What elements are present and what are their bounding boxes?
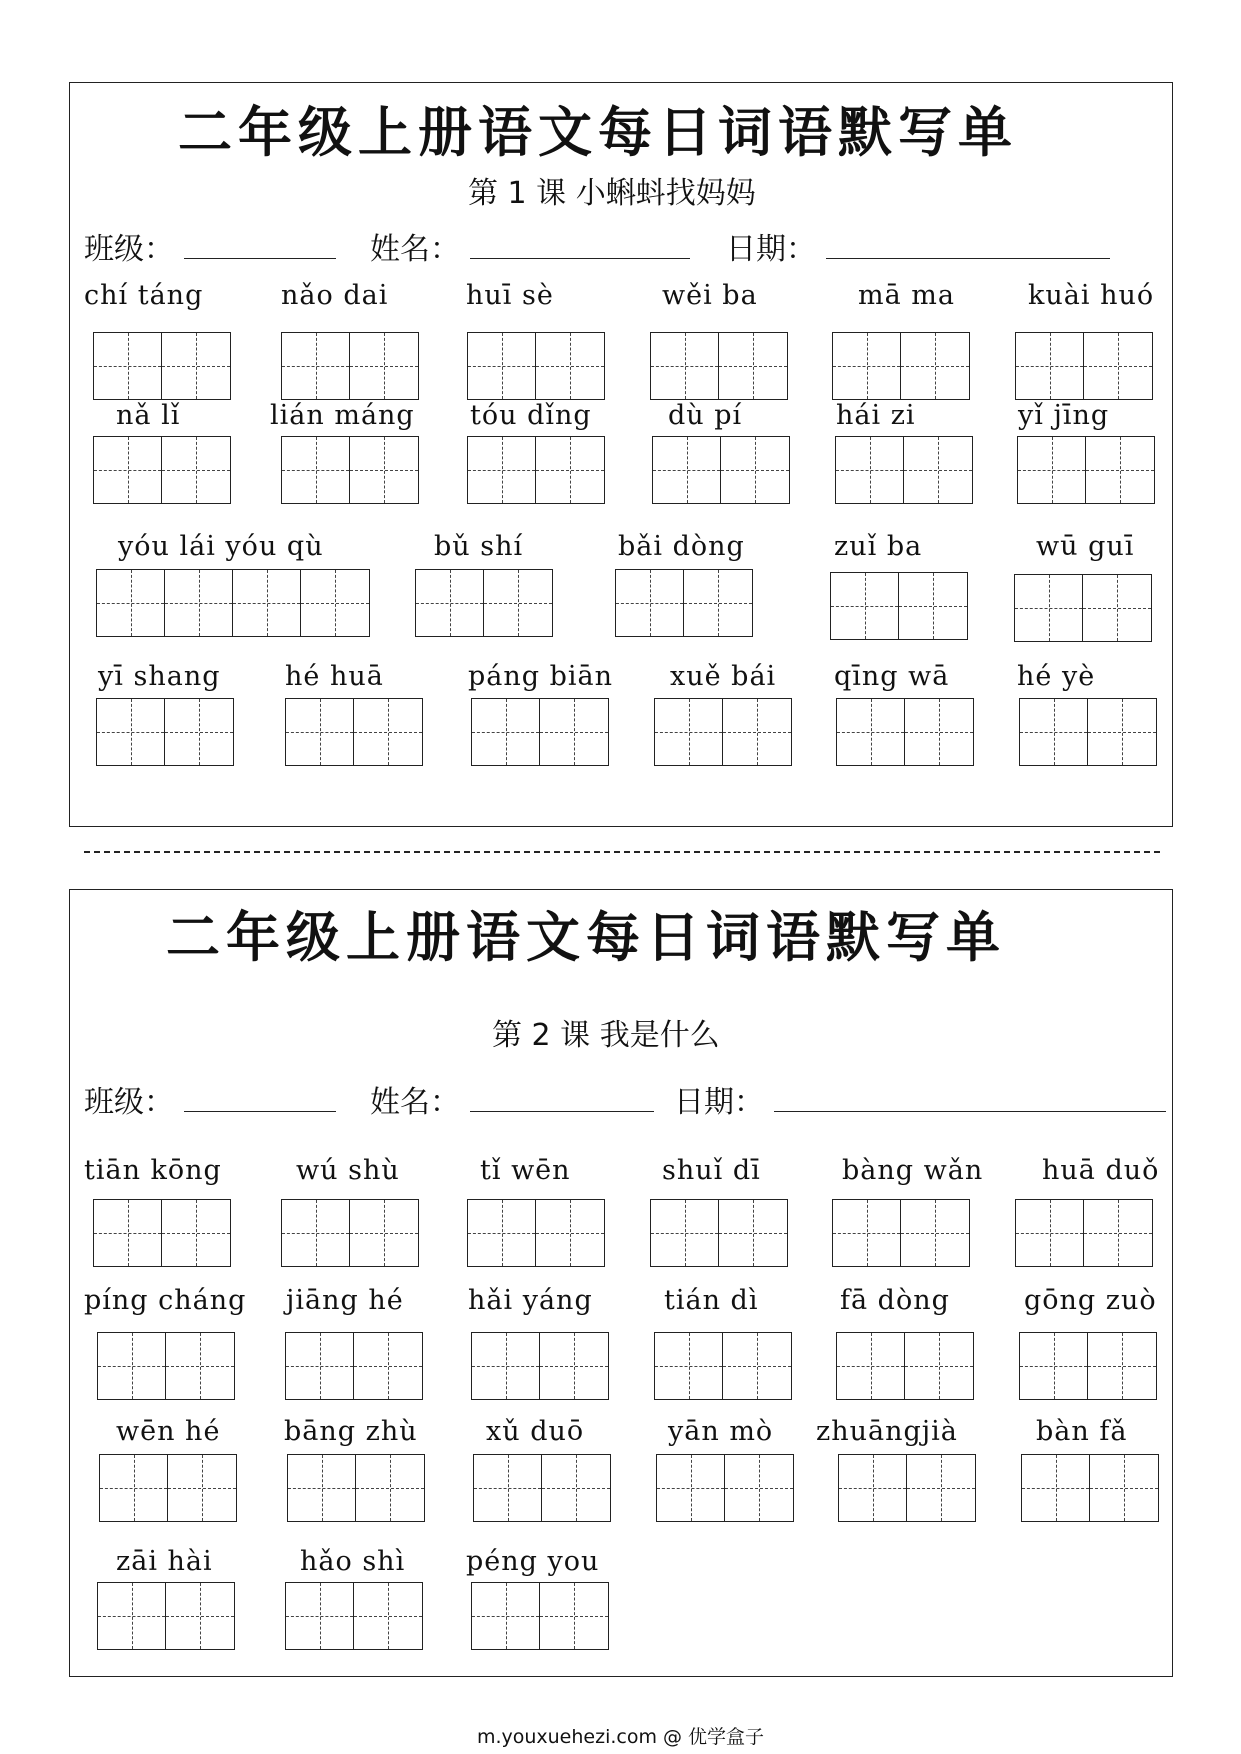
character-box[interactable] <box>472 1333 540 1399</box>
footer-credit: m.youxuehezi.com @ 优学盒子 <box>476 1726 765 1748</box>
writing-grid[interactable] <box>1021 1454 1159 1522</box>
character-box[interactable] <box>725 1455 793 1521</box>
pinyin-label: jiāng hé <box>286 1285 404 1316</box>
character-box[interactable] <box>1084 333 1152 399</box>
pinyin-label: yóu lái yóu qù <box>118 531 324 562</box>
character-box[interactable] <box>540 1333 608 1399</box>
writing-grid[interactable] <box>835 436 973 504</box>
writing-grid[interactable] <box>1015 332 1153 400</box>
character-box[interactable] <box>719 333 787 399</box>
character-box[interactable] <box>655 699 723 765</box>
writing-grid[interactable] <box>1017 436 1155 504</box>
worksheet-1-lesson: 第 1 课 小蝌蚪找妈妈 <box>468 176 756 211</box>
worksheet-2-lesson: 第 2 课 我是什么 <box>492 1018 720 1053</box>
date-label-2: 日期： <box>674 1085 764 1120</box>
pinyin-label: hǎi yáng <box>468 1285 593 1316</box>
character-box[interactable] <box>1088 699 1156 765</box>
character-box[interactable] <box>98 1583 166 1649</box>
character-box[interactable] <box>839 1455 907 1521</box>
writing-grid[interactable] <box>1014 574 1152 642</box>
pinyin-label: nǎo dai <box>281 280 389 311</box>
character-box[interactable] <box>472 1583 540 1649</box>
writing-grid[interactable] <box>654 1332 792 1400</box>
character-box[interactable] <box>719 1200 787 1266</box>
writing-grid[interactable] <box>467 1199 605 1267</box>
pinyin-label: fā dòng <box>840 1285 950 1316</box>
cut-line <box>84 851 1160 853</box>
name-label-2: 姓名： <box>370 1085 460 1120</box>
writing-grid[interactable] <box>1019 698 1157 766</box>
character-box[interactable] <box>905 1333 973 1399</box>
date-label-1: 日期： <box>726 232 816 267</box>
writing-grid[interactable] <box>415 569 553 637</box>
pinyin-label: zāi hài <box>116 1546 213 1577</box>
writing-grid[interactable] <box>467 436 605 504</box>
writing-grid[interactable] <box>97 1332 235 1400</box>
pinyin-label: xǔ duō <box>486 1416 585 1447</box>
pinyin-label: bàn fǎ <box>1036 1416 1128 1447</box>
pinyin-label: wū guī <box>1036 531 1135 562</box>
character-box[interactable] <box>162 437 230 503</box>
character-box[interactable] <box>1015 575 1083 641</box>
character-box[interactable] <box>98 1333 166 1399</box>
character-box[interactable] <box>899 573 967 639</box>
character-box[interactable] <box>1018 437 1086 503</box>
character-box[interactable] <box>350 1200 418 1266</box>
writing-grid[interactable] <box>96 569 370 637</box>
pinyin-label: huā duǒ <box>1042 1155 1160 1186</box>
pinyin-label: lián máng <box>270 400 415 431</box>
character-box[interactable] <box>165 570 233 636</box>
pinyin-label: páng biān <box>468 661 614 692</box>
pinyin-label: yān mò <box>668 1416 774 1447</box>
character-box[interactable] <box>723 1333 791 1399</box>
writing-grid[interactable] <box>99 1454 237 1522</box>
pinyin-label: píng cháng <box>84 1285 247 1316</box>
pinyin-label: yī shang <box>98 661 221 692</box>
writing-grid[interactable] <box>656 1454 794 1522</box>
pinyin-label: hé huā <box>285 661 384 692</box>
writing-grid[interactable] <box>1015 1199 1153 1267</box>
pinyin-label: yǐ jīng <box>1018 400 1110 431</box>
writing-grid[interactable] <box>838 1454 976 1522</box>
pinyin-label: gōng zuò <box>1024 1285 1157 1316</box>
character-box[interactable] <box>833 1200 901 1266</box>
character-box[interactable] <box>540 699 608 765</box>
pinyin-label: zuǐ ba <box>834 531 923 562</box>
character-box[interactable] <box>1083 575 1151 641</box>
pinyin-label: tiān kōng <box>84 1155 222 1186</box>
character-box[interactable] <box>651 1200 719 1266</box>
character-box[interactable] <box>1088 1333 1156 1399</box>
pinyin-label: chí táng <box>84 280 204 311</box>
pinyin-label: zhuāngjià <box>816 1416 958 1447</box>
character-box[interactable] <box>651 333 719 399</box>
name-label-1: 姓名： <box>370 232 460 267</box>
pinyin-label: tǐ wēn <box>480 1155 571 1186</box>
character-box[interactable] <box>165 699 233 765</box>
character-box[interactable] <box>536 333 604 399</box>
character-box[interactable] <box>286 1333 354 1399</box>
class-field-1[interactable] <box>184 258 336 259</box>
character-box[interactable] <box>684 570 752 636</box>
pinyin-label: kuài huó <box>1028 280 1155 311</box>
character-box[interactable] <box>94 333 162 399</box>
writing-grid[interactable] <box>285 1332 423 1400</box>
writing-grid[interactable] <box>836 698 974 766</box>
character-box[interactable] <box>1022 1455 1090 1521</box>
writing-grid[interactable] <box>281 436 419 504</box>
writing-grid[interactable] <box>830 572 968 640</box>
writing-grid[interactable] <box>650 1199 788 1267</box>
character-box[interactable] <box>540 1583 608 1649</box>
writing-grid[interactable] <box>281 1199 419 1267</box>
character-box[interactable] <box>1020 1333 1088 1399</box>
character-box[interactable] <box>721 437 789 503</box>
writing-grid[interactable] <box>836 1332 974 1400</box>
writing-grid[interactable] <box>471 1582 609 1650</box>
worksheet-2 <box>69 889 1173 1677</box>
pinyin-label: bǎi dòng <box>618 531 745 562</box>
class-label-1: 班级： <box>84 232 174 267</box>
pinyin-label: shuǐ dī <box>662 1155 761 1186</box>
character-box[interactable] <box>723 699 791 765</box>
writing-grid[interactable] <box>832 1199 970 1267</box>
character-box[interactable] <box>94 1200 162 1266</box>
pinyin-label: nǎ lǐ <box>116 400 181 431</box>
character-box[interactable] <box>1020 699 1088 765</box>
writing-grid[interactable] <box>285 1582 423 1650</box>
character-box[interactable] <box>416 570 484 636</box>
name-field-1[interactable] <box>470 258 690 259</box>
character-box[interactable] <box>286 1583 354 1649</box>
writing-grid[interactable] <box>1019 1332 1157 1400</box>
writing-grid[interactable] <box>287 1454 425 1522</box>
character-box[interactable] <box>162 1200 230 1266</box>
character-box[interactable] <box>468 1200 536 1266</box>
character-box[interactable] <box>162 333 230 399</box>
character-box[interactable] <box>94 437 162 503</box>
writing-grid[interactable] <box>93 436 231 504</box>
writing-grid[interactable] <box>615 569 753 637</box>
character-box[interactable] <box>616 570 684 636</box>
writing-grid[interactable] <box>96 698 234 766</box>
pinyin-label: qīng wā <box>834 661 950 692</box>
pinyin-label: wú shù <box>296 1155 400 1186</box>
character-box[interactable] <box>837 1333 905 1399</box>
writing-grid[interactable] <box>471 1332 609 1400</box>
writing-grid[interactable] <box>97 1582 235 1650</box>
writing-grid[interactable] <box>281 332 419 400</box>
pinyin-label: huī sè <box>466 280 554 311</box>
character-box[interactable] <box>168 1455 236 1521</box>
writing-grid[interactable] <box>832 332 970 400</box>
character-box[interactable] <box>354 1583 422 1649</box>
date-field-2[interactable] <box>774 1111 1166 1112</box>
character-box[interactable] <box>655 1333 723 1399</box>
character-box[interactable] <box>282 333 350 399</box>
character-box[interactable] <box>350 333 418 399</box>
character-box[interactable] <box>1016 333 1084 399</box>
character-box[interactable] <box>282 437 350 503</box>
character-box[interactable] <box>468 333 536 399</box>
character-box[interactable] <box>907 1455 975 1521</box>
character-box[interactable] <box>356 1455 424 1521</box>
character-box[interactable] <box>100 1455 168 1521</box>
writing-grid[interactable] <box>473 1454 611 1522</box>
pinyin-label: bāng zhù <box>284 1416 418 1447</box>
pinyin-label: bàng wǎn <box>842 1155 984 1186</box>
pinyin-label: hǎo shì <box>300 1546 406 1577</box>
character-box[interactable] <box>1084 1200 1152 1266</box>
character-box[interactable] <box>1090 1455 1158 1521</box>
character-box[interactable] <box>301 570 369 636</box>
character-box[interactable] <box>472 699 540 765</box>
pinyin-label: bǔ shí <box>434 531 524 562</box>
writing-grid[interactable] <box>650 332 788 400</box>
character-box[interactable] <box>350 437 418 503</box>
name-field-2[interactable] <box>470 1111 654 1112</box>
pinyin-label: mā ma <box>858 280 955 311</box>
pinyin-label: wěi ba <box>662 280 758 311</box>
character-box[interactable] <box>474 1455 542 1521</box>
worksheet-1-title: 二年级上册语文每日词语默写单 <box>178 101 1018 164</box>
character-box[interactable] <box>904 437 972 503</box>
character-box[interactable] <box>837 699 905 765</box>
pinyin-label: tóu dǐng <box>470 400 592 431</box>
character-box[interactable] <box>286 699 354 765</box>
character-box[interactable] <box>233 570 301 636</box>
character-box[interactable] <box>354 1333 422 1399</box>
writing-grid[interactable] <box>471 698 609 766</box>
character-box[interactable] <box>536 1200 604 1266</box>
pinyin-label: hái zi <box>836 400 916 431</box>
character-box[interactable] <box>166 1333 234 1399</box>
character-box[interactable] <box>282 1200 350 1266</box>
pinyin-label: xuě bái <box>670 661 777 692</box>
character-box[interactable] <box>97 570 165 636</box>
pinyin-label: dù pí <box>668 400 743 431</box>
pinyin-label: péng you <box>466 1546 600 1577</box>
character-box[interactable] <box>536 437 604 503</box>
character-box[interactable] <box>468 437 536 503</box>
worksheet-2-title: 二年级上册语文每日词语默写单 <box>166 906 1006 969</box>
character-box[interactable] <box>901 1200 969 1266</box>
character-box[interactable] <box>97 699 165 765</box>
character-box[interactable] <box>657 1455 725 1521</box>
character-box[interactable] <box>542 1455 610 1521</box>
class-field-2[interactable] <box>184 1111 336 1112</box>
writing-grid[interactable] <box>654 698 792 766</box>
character-box[interactable] <box>288 1455 356 1521</box>
character-box[interactable] <box>1016 1200 1084 1266</box>
character-box[interactable] <box>1086 437 1154 503</box>
date-field-1[interactable] <box>826 258 1110 259</box>
character-box[interactable] <box>836 437 904 503</box>
character-box[interactable] <box>831 573 899 639</box>
character-box[interactable] <box>833 333 901 399</box>
writing-grid[interactable] <box>652 436 790 504</box>
writing-grid[interactable] <box>93 1199 231 1267</box>
character-box[interactable] <box>484 570 552 636</box>
pinyin-label: tián dì <box>664 1285 759 1316</box>
character-box[interactable] <box>166 1583 234 1649</box>
writing-grid[interactable] <box>467 332 605 400</box>
pinyin-label: wēn hé <box>116 1416 221 1447</box>
class-label-2: 班级： <box>84 1085 174 1120</box>
writing-grid[interactable] <box>93 332 231 400</box>
character-box[interactable] <box>653 437 721 503</box>
pinyin-label: hé yè <box>1017 661 1096 692</box>
writing-grid[interactable] <box>285 698 423 766</box>
character-box[interactable] <box>354 699 422 765</box>
character-box[interactable] <box>901 333 969 399</box>
character-box[interactable] <box>905 699 973 765</box>
